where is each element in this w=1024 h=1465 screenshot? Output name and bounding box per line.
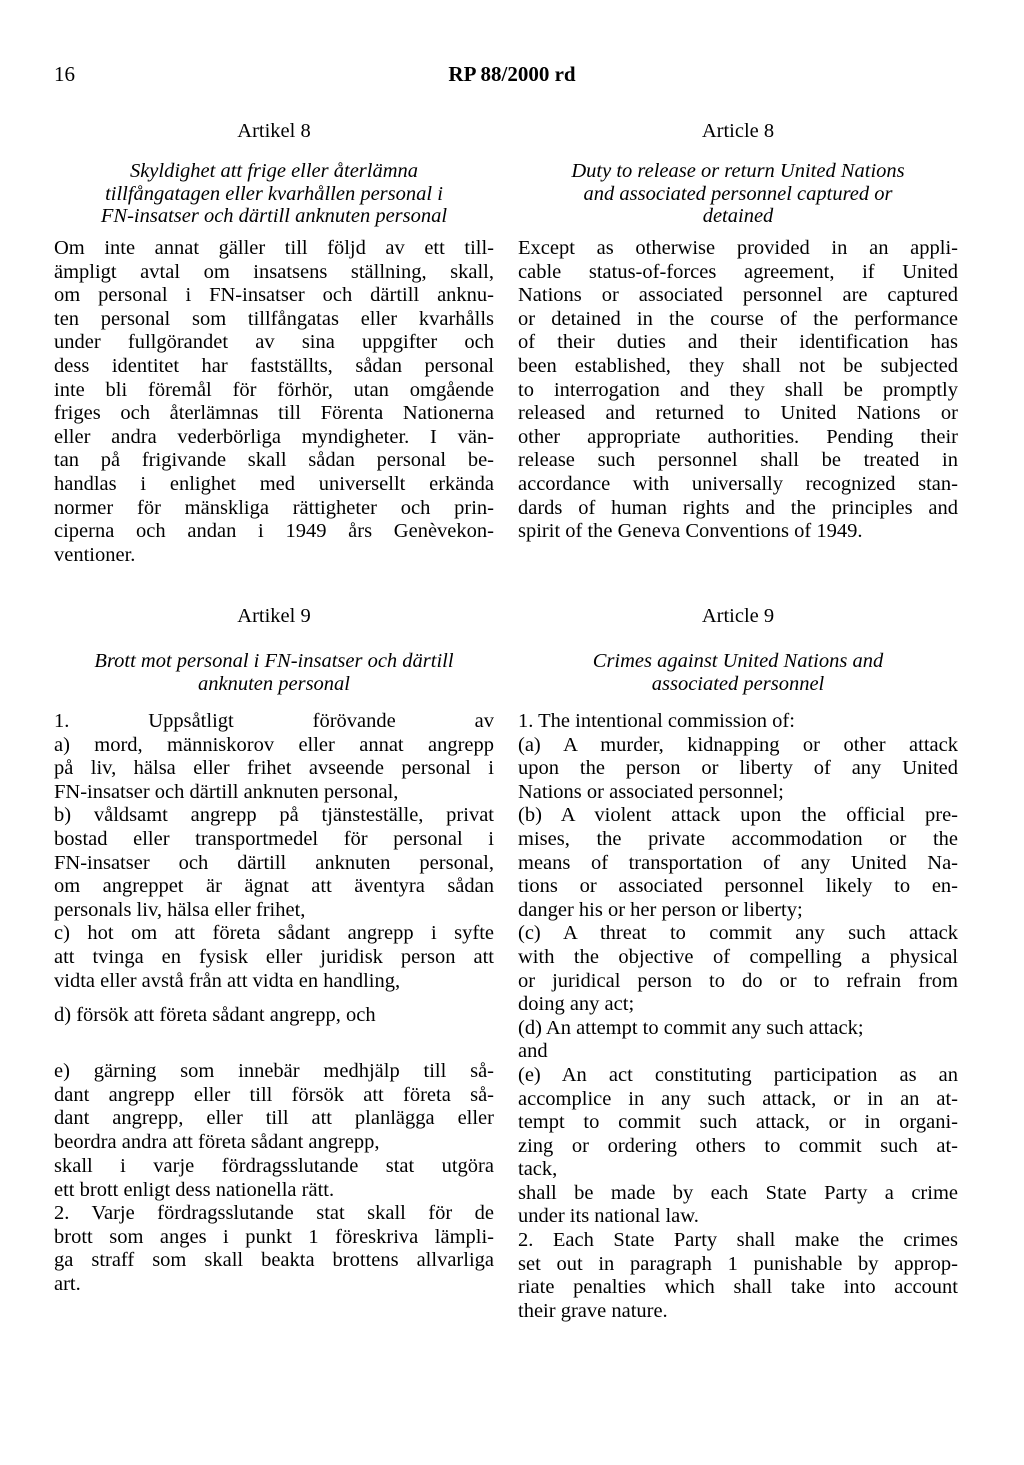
text-line: Brott mot personal i FN-insatser och därtill (94, 650, 454, 672)
text-line: handlas i enlighet med universellt erkända (54, 472, 494, 495)
text-line: been established, they shall not be subjected (518, 354, 958, 377)
text-line: FN-insatser och därtill anknuten personal, (54, 851, 494, 874)
text-line: and (518, 1040, 548, 1063)
text-line: på liv, hälsa eller frihet avseende personal i (54, 757, 494, 780)
text-line: riate penalties which shall take into account (518, 1276, 958, 1299)
text-line: danger his or her person or liberty; (518, 898, 803, 921)
text-line: shall be made by each State Party a crime (518, 1181, 958, 1204)
text-line: personals liv, hälsa eller frihet, (54, 898, 306, 921)
text-line: Except as otherwise provided in an appli- (518, 237, 958, 259)
text-line: accomplice in any such attack, or in an at- (518, 1087, 958, 1110)
text-line: (b) A violent attack upon the official pre- (518, 804, 958, 827)
text-line: tack, (518, 1158, 558, 1181)
article-9-body-sv-part4 (54, 1155, 494, 1297)
text-line: Nations or associated personnel; (518, 780, 784, 803)
text-line: under fullgörandet av sina uppgifter och (54, 331, 494, 354)
text-line: detained (702, 205, 774, 227)
text-line: mises, the private accommodation or the (518, 827, 958, 850)
text-line: set out in paragraph 1 punishable by approp- (518, 1252, 958, 1275)
text-line: or juridical person to do or to refrain from (518, 969, 958, 992)
text-line: (d) An attempt to commit any such attack; (518, 1016, 864, 1039)
text-line: e) gärning som innebär medhjälp till så- (54, 1060, 494, 1082)
text-line: anknuten personal (197, 672, 351, 695)
running-head: RP 88/2000 rd (448, 62, 576, 86)
text-line: Duty to release or return United Nations (571, 160, 905, 182)
text-line: c) hot om att företa sådant angrepp i syfte (54, 922, 494, 945)
article-8-heading-sv (54, 160, 494, 228)
text-line: other appropriate authorities. Pending their (518, 425, 958, 448)
text-line: (a) A murder, kidnapping or other attack (518, 733, 958, 756)
text-line: 2. Each State Party shall make the crimes (518, 1229, 958, 1252)
text-line: Crimes against United Nations and (592, 650, 884, 672)
text-line: ga straff som skall beakta brottens allvarliga (54, 1249, 494, 1272)
article-8-body-en (518, 237, 958, 544)
text-line: with the objective of compelling a physical (518, 945, 958, 968)
text-line: beordra andra att företa sådant angrepp, (54, 1130, 380, 1153)
article-8-heading-en (518, 160, 958, 228)
text-line: means of transportation of any United Na- (518, 851, 958, 874)
text-line: tillfångatagen eller kvarhållen personal i (105, 182, 443, 205)
text-line: ämpligt avtal om insatsens ställning, skall, (54, 260, 494, 283)
text-line: ciperna och andan i 1949 års Genèvekon- (54, 520, 494, 543)
article-9-body-sv-part3 (54, 1060, 494, 1154)
text-line: zing or ordering others to commit such at- (518, 1134, 958, 1157)
text-line: tempt to commit such attack, or in organi- (518, 1111, 958, 1134)
text-line: om angreppet är ägnat att äventyra sådan (54, 875, 494, 898)
text-line: accordance with universally recognized stan- (518, 472, 958, 495)
text-line: under its national law. (518, 1205, 699, 1228)
article-8-title-sv: Artikel 8 (237, 120, 311, 142)
article-9-title-sv: Artikel 9 (237, 605, 311, 627)
text-line: normer för mänskliga rättigheter och prin- (54, 496, 494, 519)
text-line: spirit of the Geneva Conventions of 1949. (518, 520, 863, 543)
text-line: vidta eller avstå från att vidta en handling, (54, 969, 401, 992)
text-line: dess identitet har fastställts, sådan personal (54, 354, 494, 377)
article-9-body-en (518, 710, 958, 1323)
text-line: tions or associated personnel likely to en- (518, 875, 958, 898)
text-line: b) våldsamt angrepp på tjänsteställe, privat (54, 804, 494, 827)
article-9-title-en: Article 9 (701, 605, 775, 627)
text-line: 1. Uppsåtligt förövande av (54, 710, 494, 732)
english-column (518, 0, 958, 1465)
text-line: dant angrepp eller till försök att företa så- (54, 1083, 494, 1106)
text-line: dards of human rights and the principles and (518, 496, 958, 519)
text-line: upon the person or liberty of any United (518, 757, 958, 780)
text-line: their grave nature. (518, 1299, 668, 1322)
swedish-column (54, 0, 494, 1465)
text-line: associated personnel (651, 672, 825, 695)
text-line: (c) A threat to commit any such attack (518, 922, 958, 945)
text-line: doing any act; (518, 993, 635, 1016)
text-line: release such personnel shall be treated in (518, 449, 958, 472)
text-line: to interrogation and they shall be promptly (518, 378, 958, 401)
text-line: ett brott enligt dess nationella rätt. (54, 1178, 335, 1201)
article-9-heading-sv (54, 650, 494, 695)
text-line: (e) An act constituting participation as an (518, 1063, 958, 1086)
text-line: released and returned to United Nations or (518, 402, 958, 425)
text-line: ventioner. (54, 543, 136, 566)
text-line: FN-insatser och därtill anknuten personal (100, 205, 448, 227)
text-line: Om inte annat gäller till följd av ett till- (54, 237, 494, 259)
text-line: skall i varje fördragsslutande stat utgöra (54, 1155, 494, 1177)
text-line: a) mord, människorov eller annat angrepp (54, 733, 494, 756)
text-line: bostad eller transportmedel för personal i (54, 827, 494, 850)
article-9-body-sv-part2 (54, 1004, 494, 1028)
article-9-heading-en (518, 650, 958, 695)
text-line: FN-insatser och därtill anknuten personal, (54, 780, 399, 803)
text-line: eller andra vederbörliga myndigheter. I vän- (54, 425, 494, 448)
text-line: and associated personnel captured or (583, 182, 893, 205)
article-8-title-en: Article 8 (701, 120, 775, 142)
text-line: cable status-of-forces agreement, if United (518, 260, 958, 283)
text-line: d) försök att företa sådant angrepp, och (54, 1004, 376, 1026)
text-line: ten personal som tillfångatas eller kvarhålls (54, 307, 494, 330)
article-8-body-sv (54, 237, 494, 567)
text-line: tan på frigivande skall sådan personal be- (54, 449, 494, 472)
text-line: inte bli föremål för förhör, utan omgående (54, 378, 494, 401)
text-line: or detained in the course of the performance (518, 307, 958, 330)
text-line: 2. Varje fördragsslutande stat skall för de (54, 1202, 494, 1225)
text-line: brott som anges i punkt 1 föreskriva lämpli- (54, 1225, 494, 1248)
article-9-body-sv-part1 (54, 710, 494, 993)
text-line: friges och återlämnas till Förenta Nationerna (54, 402, 494, 425)
text-line: att tvinga en fysisk eller juridisk person att (54, 945, 494, 968)
text-line: dant angrepp, eller till att planlägga eller (54, 1107, 494, 1130)
page-number: 16 (54, 62, 75, 86)
text-line: 1. The intentional commission of: (518, 710, 795, 732)
text-line: om personal i FN-insatser och därtill anknu- (54, 284, 494, 307)
text-line: Nations or associated personnel are captured (518, 284, 958, 307)
text-line: art. (54, 1272, 81, 1295)
text-line: Skyldighet att frige eller återlämna (129, 160, 419, 182)
text-line: of their duties and their identification has (518, 331, 958, 354)
